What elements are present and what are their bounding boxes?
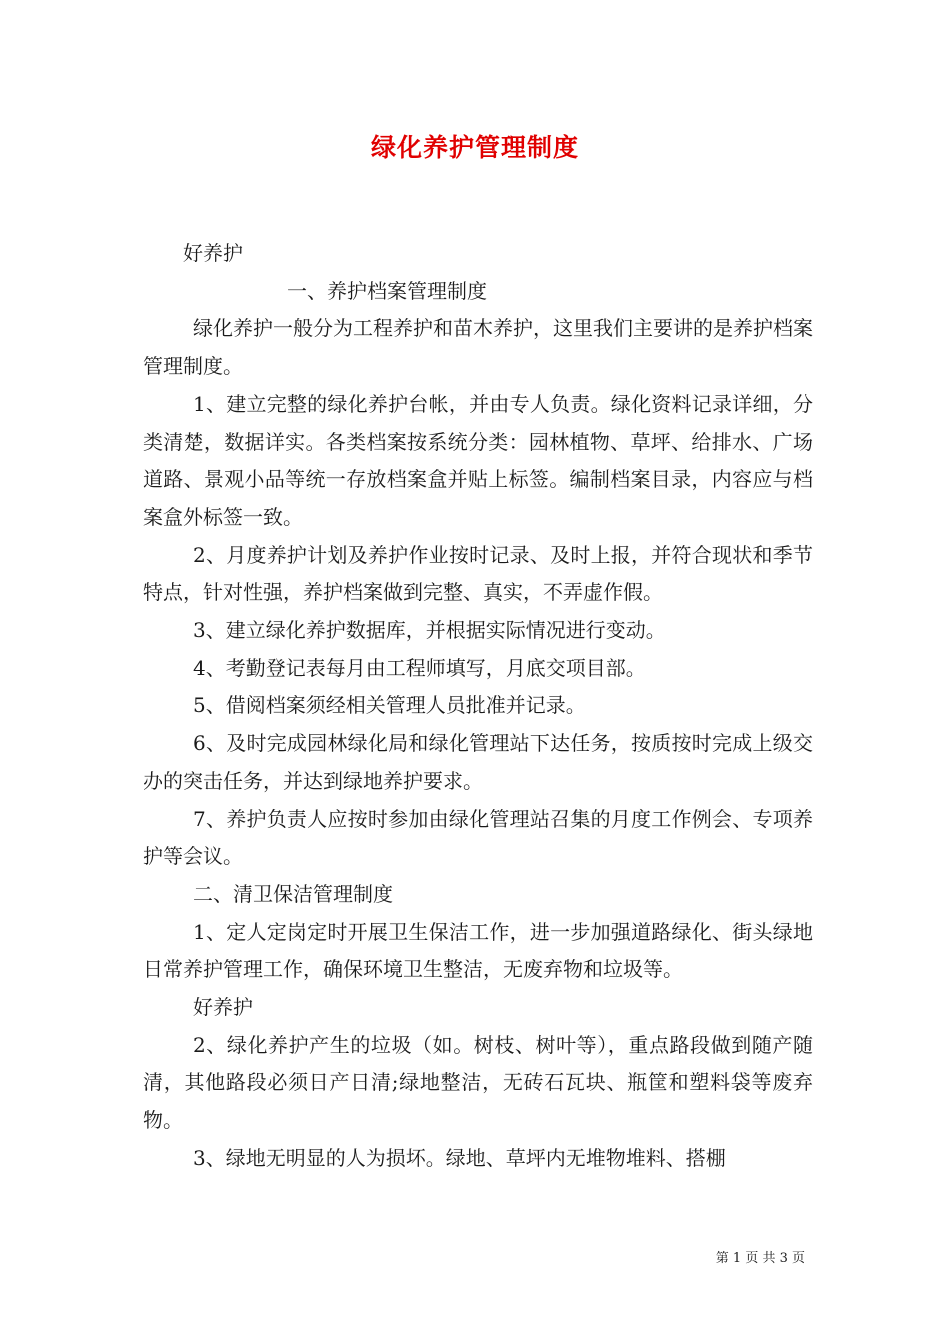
paragraph-archive-item-6: 6、及时完成园林绿化局和绿化管理站下达任务，按质按时完成上级交办的突击任务，并达到绿地养护要求。 [143, 731, 813, 793]
paragraph-archive-item-7: 7、养护负责人应按时参加由绿化管理站召集的月度工作例会、专项养护等会议。 [143, 806, 813, 869]
page-number-label: 第 1 页 共 3 页 [715, 1251, 805, 1266]
section-heading-archive: 一、养护档案管理制度 [287, 278, 487, 303]
document-body [143, 235, 813, 1178]
paragraph-intro-2: 好养护 [193, 995, 253, 1020]
paragraph-archive-item-5: 5、借阅档案须经相关管理人员批准并记录。 [193, 693, 586, 718]
paragraph-archive-item-3: 3、建立绿化养护数据库，并根据实际情况进行变动。 [193, 618, 666, 643]
document-title: 绿化养护管理制度 [370, 133, 579, 162]
section-heading-cleaning: 二、清卫保洁管理制度 [193, 881, 393, 906]
paragraph-cleaning-item-2: 2、绿化养护产生的垃圾（如。树枝、树叶等），重点路段做到随产随清，其他路段必须日产日清;绿地整洁，无砖石瓦块、瓶筐和塑料袋等废弃物。 [143, 1032, 813, 1133]
paragraph-cleaning-item-3: 3、绿地无明显的人为损坏。绿地、草坪内无堆物堆料、搭棚 [193, 1145, 726, 1170]
page-footer [716, 1247, 805, 1266]
paragraph-cleaning-item-1: 1、定人定岗定时开展卫生保洁工作，进一步加强道路绿化、街头绿地日常养护管理工作，确保环境卫生整洁，无废弃物和垃圾等。 [143, 919, 813, 982]
paragraph-archive-item-1: 1、建立完整的绿化养护台帐，并由专人负责。绿化资料记录详细，分类清楚，数据详实。各类档案按系统分类：园林植物、草坪、给排水、广场道路、景观小品等统一存放档案盒并贴上标签。编制档案目录，内容应与档案盒外标签一致。 [143, 391, 813, 529]
paragraph-archive-overview: 绿化养护一般分为工程养护和苗木养护，这里我们主要讲的是养护档案管理制度。 [143, 316, 813, 379]
paragraph-archive-item-2: 2、月度养护计划及养护作业按时记录、及时上报，并符合现状和季节特点，针对性强，养护档案做到完整、真实，不弄虚作假。 [143, 542, 813, 605]
paragraph-archive-item-4: 4、考勤登记表每月由工程师填写，月底交项目部。 [193, 655, 646, 680]
paragraph-intro-1: 好养护 [183, 241, 243, 265]
